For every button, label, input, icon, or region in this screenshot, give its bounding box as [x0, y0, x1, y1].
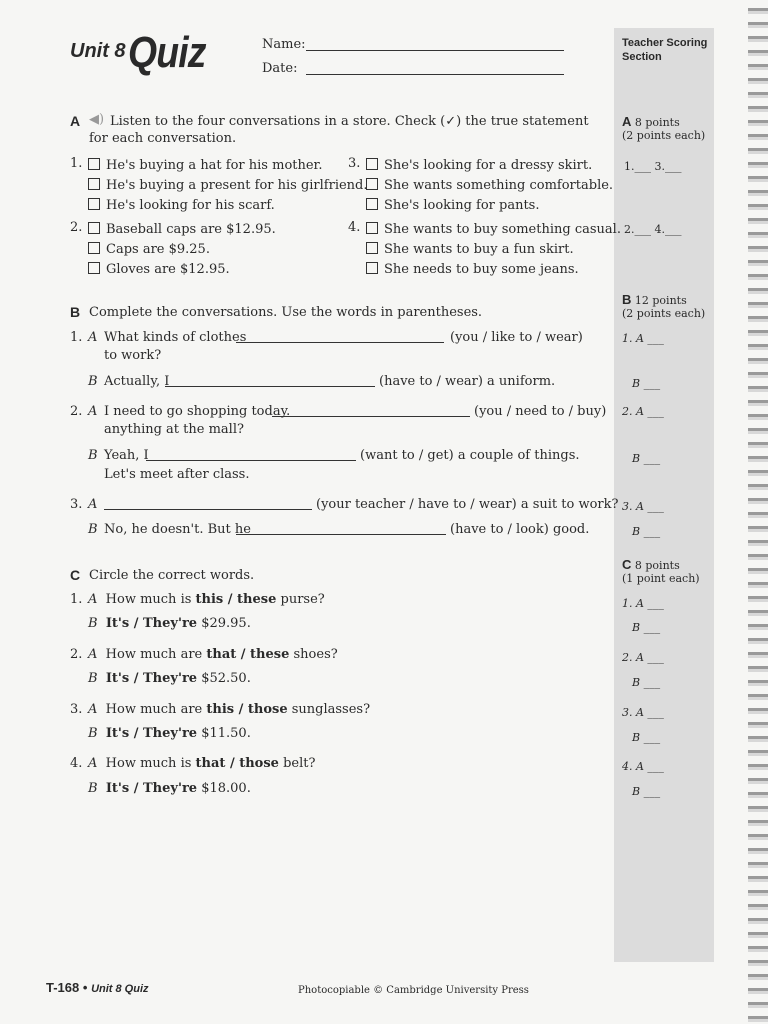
question-a2	[88, 220, 276, 280]
choice[interactable]: that / those	[195, 756, 279, 771]
choice[interactable]: It's / They're	[105, 671, 198, 686]
choice[interactable]: that / these	[206, 647, 290, 662]
speaker-a: A	[88, 404, 98, 419]
checkbox[interactable]	[88, 158, 100, 170]
answer-blank[interactable]	[236, 331, 444, 343]
question-number: 3.	[70, 497, 83, 512]
score-c-header: C 8 points	[622, 557, 680, 572]
checkbox[interactable]	[88, 222, 100, 234]
question-a1	[88, 156, 368, 216]
speaker-a: A	[88, 330, 98, 345]
name-label: Name:	[262, 37, 306, 52]
b1a-hint: (you / like to / wear)	[450, 330, 583, 345]
checkbox[interactable]	[366, 222, 378, 234]
speaker-b: B	[88, 448, 98, 463]
b2b-hint: (want to / get) a couple of things.	[360, 448, 580, 463]
score-c-item: B ___	[632, 676, 661, 689]
option[interactable]: She wants to buy a fun skirt.	[366, 240, 621, 260]
choice[interactable]: It's / They're	[105, 781, 198, 796]
score-b-each: (2 points each)	[622, 307, 706, 320]
choice[interactable]: this / those	[206, 702, 288, 717]
b3a-hint: (your teacher / have to / wear) a suit to work?	[316, 497, 619, 512]
audio-icon: ◀)	[89, 112, 105, 127]
option[interactable]: She needs to buy some jeans.	[366, 260, 621, 280]
spiral-binding	[748, 0, 768, 1024]
speaker-a: A	[88, 497, 98, 512]
section-b-letter: B	[70, 304, 81, 320]
checkbox[interactable]	[366, 242, 378, 254]
c3-question: A How much are this / those sunglasses?	[88, 702, 371, 717]
score-a-row2: 2.___ 4.___	[624, 223, 682, 236]
question-number: 1.	[70, 330, 83, 345]
score-a-row1: 1.___ 3.___	[624, 160, 682, 173]
speaker-b: B	[88, 374, 98, 389]
question-number: 4.	[348, 220, 361, 235]
answer-blank[interactable]	[272, 405, 470, 417]
answer-blank[interactable]	[236, 523, 446, 535]
checkbox[interactable]	[366, 262, 378, 274]
question-number: 2.	[70, 404, 83, 419]
scoring-title: Teacher Scoring	[622, 37, 708, 49]
c4-question: A How much is that / those belt?	[88, 756, 316, 771]
answer-blank[interactable]	[165, 375, 375, 387]
date-label: Date:	[262, 61, 298, 76]
checkbox[interactable]	[88, 242, 100, 254]
unit-label: Unit 8	[70, 40, 126, 62]
option[interactable]: He's buying a hat for his mother.	[88, 156, 368, 176]
option[interactable]: She wants something comfortable.	[366, 176, 613, 196]
question-number: 1.	[70, 156, 83, 171]
score-b-item: 3. A ___	[622, 500, 664, 513]
score-b-item: B ___	[632, 525, 661, 538]
checkbox[interactable]	[88, 262, 100, 274]
b2a-hint: (you / need to / buy)	[474, 404, 607, 419]
question-number: 2.	[70, 220, 83, 235]
checkbox[interactable]	[366, 198, 378, 210]
choice[interactable]: It's / They're	[105, 726, 198, 741]
score-c-item: B ___	[632, 731, 661, 744]
question-a3	[366, 156, 613, 216]
score-c-item: B ___	[632, 785, 661, 798]
score-a-header: A 8 points	[622, 114, 680, 129]
question-number: 4.	[70, 756, 83, 771]
option[interactable]: Caps are $9.25.	[88, 240, 276, 260]
score-b-item: 1. A ___	[622, 332, 664, 345]
score-c-item: B ___	[632, 621, 661, 634]
c3-answer: B It's / They're $11.50.	[88, 726, 251, 741]
c1-question: A How much is this / these purse?	[88, 592, 325, 607]
b1a-cont: to work?	[104, 348, 162, 363]
speaker-b: B	[88, 522, 98, 537]
score-c-item: 1. A ___	[622, 597, 664, 610]
question-number: 3.	[348, 156, 361, 171]
section-c-instructions: Circle the correct words.	[89, 568, 255, 583]
b2a-text: I need to go shopping today.	[104, 404, 291, 419]
score-b-item: B ___	[632, 377, 661, 390]
score-b-header: B 12 points	[622, 292, 687, 307]
score-b-item: B ___	[632, 452, 661, 465]
option[interactable]: He's looking for his scarf.	[88, 196, 368, 216]
section-b-instructions: Complete the conversations. Use the words in parentheses.	[89, 305, 483, 320]
name-field[interactable]	[306, 50, 564, 51]
b3b-text: No, he doesn't. But he	[104, 522, 251, 537]
score-c-item: 2. A ___	[622, 651, 664, 664]
page-title: Quiz	[128, 28, 206, 77]
section-a-instructions-2: for each conversation.	[89, 131, 237, 146]
b2b-cont: Let's meet after class.	[104, 467, 250, 482]
option[interactable]: She's looking for a dressy skirt.	[366, 156, 613, 176]
b2b-text: Yeah, I	[104, 448, 149, 463]
option[interactable]: Gloves are $12.95.	[88, 260, 276, 280]
choice[interactable]: this / these	[195, 592, 277, 607]
checkbox[interactable]	[366, 178, 378, 190]
c2-question: A How much are that / these shoes?	[88, 647, 338, 662]
page-number: T-168 • Unit 8 Quiz	[46, 980, 149, 995]
answer-blank[interactable]	[146, 449, 356, 461]
b3b-hint: (have to / look) good.	[450, 522, 590, 537]
question-number: 3.	[70, 702, 83, 717]
choice[interactable]: It's / They're	[105, 616, 198, 631]
question-a4	[366, 220, 621, 280]
c1-answer: B It's / They're $29.95.	[88, 616, 251, 631]
section-a-letter: A	[70, 113, 81, 129]
checkbox[interactable]	[88, 178, 100, 190]
b1b-text: Actually, I	[104, 374, 170, 389]
score-b-item: 2. A ___	[622, 405, 664, 418]
score-c-each: (1 point each)	[622, 572, 700, 585]
section-c-letter: C	[70, 567, 81, 583]
option[interactable]: He's buying a present for his girlfriend.	[88, 176, 368, 196]
answer-blank[interactable]	[104, 498, 312, 510]
score-a-each: (2 points each)	[622, 129, 706, 142]
section-a-instructions: Listen to the four conversations in a store. Check (✓) the true statement	[110, 114, 589, 129]
question-number: 1.	[70, 592, 83, 607]
score-c-item: 3. A ___	[622, 706, 664, 719]
option[interactable]: Baseball caps are $12.95.	[88, 220, 276, 240]
checkbox[interactable]	[88, 198, 100, 210]
score-c-item: 4. A ___	[622, 760, 664, 773]
c4-answer: B It's / They're $18.00.	[88, 781, 251, 796]
date-field[interactable]	[306, 74, 564, 75]
option[interactable]: She wants to buy something casual.	[366, 220, 621, 240]
option[interactable]: She's looking for pants.	[366, 196, 613, 216]
c2-answer: B It's / They're $52.50.	[88, 671, 251, 686]
question-number: 2.	[70, 647, 83, 662]
copyright: Photocopiable © Cambridge University Press	[298, 985, 529, 996]
b1a-text: What kinds of clothes	[104, 330, 247, 345]
scoring-title-2: Section	[622, 51, 662, 63]
checkbox[interactable]	[366, 158, 378, 170]
b2a-cont: anything at the mall?	[104, 422, 244, 437]
b1b-hint: (have to / wear) a uniform.	[379, 374, 556, 389]
